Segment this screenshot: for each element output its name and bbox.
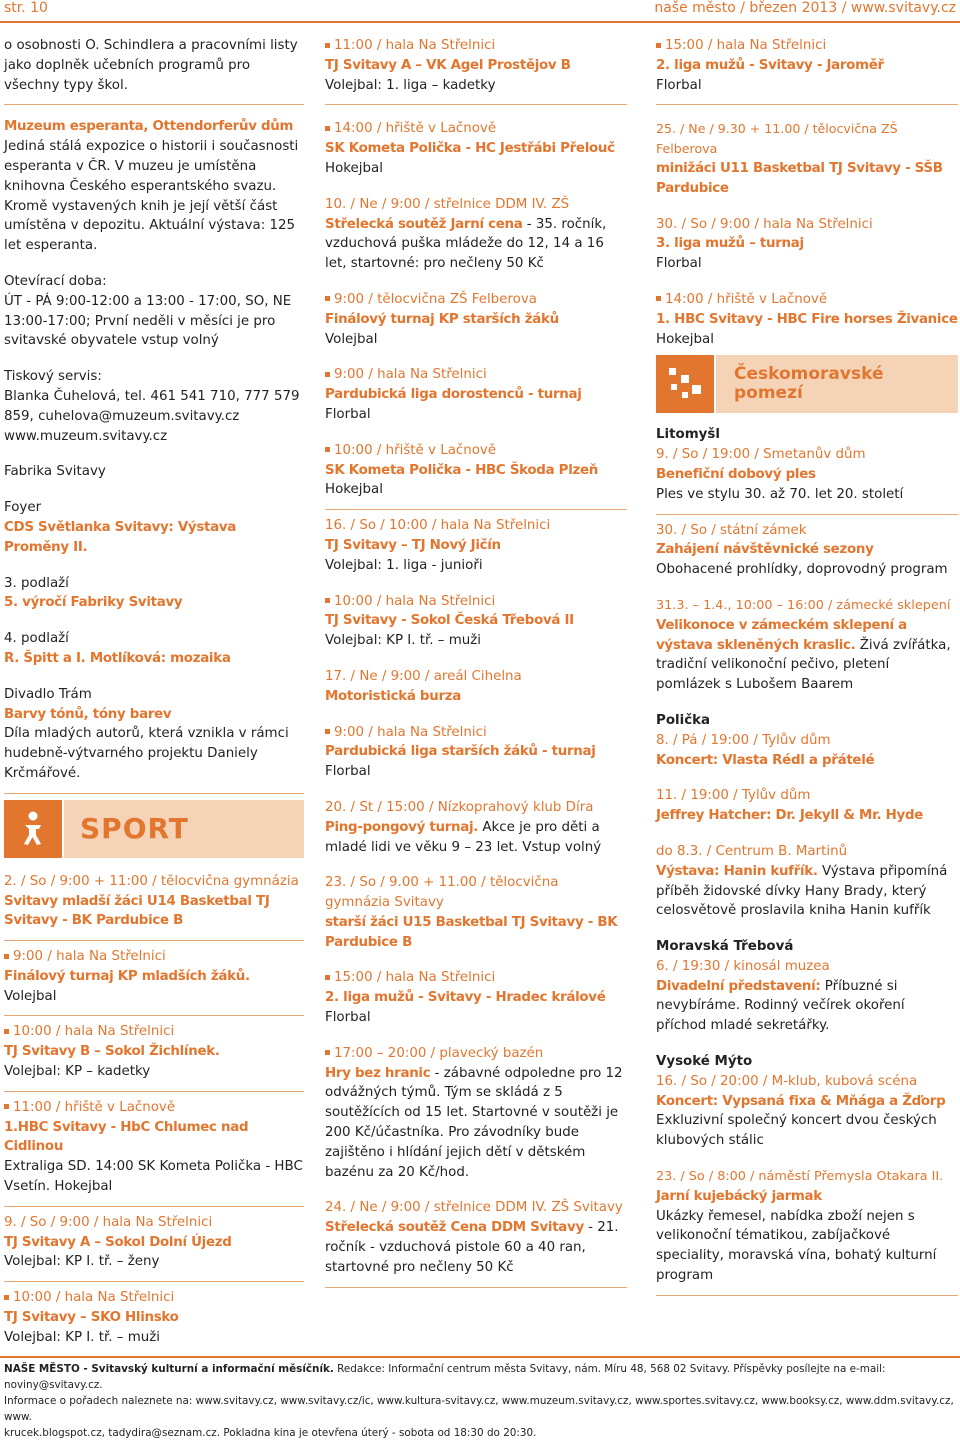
event-title: starší žáci U15 Basketbal TJ Svitavy - BK Pardubice B [325,914,618,950]
event-title: Divadelní představení: [656,978,821,994]
event-time: 15:00 / hala Na Střelnici [656,36,958,56]
city-litomysl: Litomyšl [656,427,720,443]
event-extra: Výstava připomíná příběh židovské dívky Hany Brady, který celosvětově proslavila kniha Hanin kufřík [656,863,948,919]
event-extra: Volejbal: KP I. tř. – muži [4,1329,161,1345]
floor4-label: 4. podlaží [4,631,69,647]
city-vysoke-myto: Vysoké Mýto [656,1054,753,1070]
event-title: Pardubická liga starších žáků - turnaj [325,744,596,760]
column-2 [325,36,627,1288]
event-title: Ping-pongový turnaj. [325,819,479,835]
event-extra: Volejbal: 1. liga – kadetky [325,77,496,93]
event-extra: Exkluzivní společný koncert dvou českých klubových stálic [656,1113,937,1149]
event-title: Svitavy mladší žáci U14 Basketbal TJ Svitavy - BK Pardubice B [4,893,270,929]
city-moravska-trebova: Moravská Třebová [656,939,794,955]
page-header [0,0,960,22]
event-time: 17:00 – 20:00 / plavecký bazén [325,1044,627,1064]
event-title: Hry bez hranic [325,1065,431,1081]
foyer-event: CDS Světlanka Svitavy: Výstava Proměny II. [4,519,237,555]
event-extra: - 35. ročník, vzduchová puška mládeže do 12, 14 a 16 let, startovné: pro nečleny 50 Kč [325,216,607,272]
event-title: 2. liga mužů - Svitavy - Hradec králové [325,990,606,1006]
event-title: TJ Svitavy B – Sokol Žichlínek. [4,1044,220,1060]
event-time: 9:00 / hala Na Střelnici [325,723,627,743]
sport-event-6 [4,1282,304,1356]
event-extra: Volejbal: KP I. tř. – ženy [4,1254,160,1270]
header-rule [0,21,960,23]
intro-text: o osobnosti O. Schindlera a pracovními listy jako doplněk učebních programů pro všechny typy škol. [4,38,298,93]
sport-event-5 [4,1207,304,1282]
event-title: Motoristická burza [325,688,461,704]
event-extra: Obohacené prohlídky, doprovodný program [656,562,948,578]
issue-info: naše město / březen 2013 / www.svitavy.cz [654,0,956,16]
dots-icon [656,355,714,413]
event-time: 11:00 / hala Na Střelnici [325,36,627,56]
event-time: 23. / So / 9.00 + 11.00 / tělocvična gymnázia Svitavy [325,875,559,911]
city-policka: Polička [656,712,711,728]
event-1 [325,36,627,105]
event-title: SK Kometa Polička - HC Jestřábi Přelouč [325,141,615,157]
event-time: 20. / St / 15:00 / Nízkoprahový klub Díra [325,799,594,815]
event-extra: Hokejbal [656,331,714,347]
event-time: 2. / So / 9:00 + 11:00 / tělocvična gymnázia [4,873,299,889]
event-time: 10:00 / hala Na Střelnici [325,592,627,612]
foyer-label: Foyer [4,500,42,516]
event-title: Jarní kujebácký jarmak [656,1188,822,1204]
event-time: 11. / 19:00 / Tylův dům [656,788,811,804]
event-extra: Příbuzné si nevybíráme. Rodinný večírek okoření příchod mladé sekretářky. [656,978,905,1034]
page-number: str. 10 [4,0,48,16]
museum-block [4,105,304,793]
event-extra: Volejbal: KP – kadetky [4,1064,151,1080]
event-time: 9. / So / 19:00 / Smetanův dům [656,447,866,463]
divadlo-event: Barvy tónů, tóny barev [4,706,172,722]
hours-label: Otevírací doba: [4,273,107,289]
event-title: Pardubická liga dorostenců - turnaj [325,387,582,403]
event-time: 30. / So / státní zámek [656,522,807,538]
event-time: 16. / So / 20:00 / M-klub, kubová scéna [656,1073,918,1089]
event-title: 3. liga mužů – turnaj [656,236,804,252]
footer-line-1 [4,1361,956,1393]
event-extra: Živá zvířátka, tradiční velikonoční pečivo, pletení pomlázek s Lubošem Baarem [656,637,951,693]
event-time: 9:00 / hala Na Střelnici [4,947,304,967]
event-extra: Ples ve stylu 30. až 70. let 20. století [656,486,904,502]
event-time: 11:00 / hřiště v Lačnově [4,1098,304,1118]
event-time: 14:00 / hřiště v Lačnově [656,290,958,310]
event-extra: Extraliga SD. 14:00 SK Kometa Polička - HBC Vsetín. Hokejbal [4,1159,303,1195]
event-title: 1. HBC Svitavy - HBC Fire horses Živanice [656,311,958,327]
sport-banner [4,800,304,858]
event-7 [325,510,627,1288]
event-title: TJ Svitavy - Sokol Česká Třebová II [325,613,574,629]
sport-event-1 [4,866,304,941]
footer-line-3: krucek.blogspot.cz, tadydira@seznam.cz. Pokladna kina je otevřena úterý - sobota od 18:30 do 20:30. [4,1427,537,1439]
column-3 [656,36,958,1296]
region-label: Českomoravské pomezí [716,355,958,413]
event-extra: Florbal [325,406,371,422]
event-extra: Volejbal: 1. liga - junioři [325,557,483,573]
event-title: Zahájení návštěvnické sezony [656,542,874,558]
event-title: Finálový turnaj KP starších žáků [325,311,559,327]
event-extra: - zábavné odpoledne pro 12 odvážných týmů. Tým se skládá z 5 soutěžících od 15 let. Startovné v soutěži je 200 Kč/účastníka. Pro závodníky bude zajištěno i hlídání jejich dětí v dětském bazénu za 20 Kč/hod. [325,1065,623,1180]
museum-title: Muzeum esperanta, Ottendorferův dům [4,119,294,135]
event-extra: - 21. ročník - vzduchová pistole 60 a 40 ran, startovné pro nečleny 50 Kč [325,1220,619,1275]
event-title: Jeffrey Hatcher: Dr. Jekyll & Mr. Hyde [656,808,924,824]
event-time: 8. / Pá / 19:00 / Tylův dům [656,732,831,748]
divadlo-label: Divadlo Trám [4,686,92,702]
event-title: minižáci U11 Basketbal TJ Svitavy - SŠB Pardubice [656,160,943,196]
floor3-event: 5. výročí Fabriky Svitavy [4,595,183,611]
intro-block [4,36,304,105]
event-extra: Florbal [325,764,371,780]
event-title: 1.HBC Svitavy - HbC Chlumec nad Cidlinou [4,1119,249,1155]
event-time: 23. / So / 8:00 / náměstí Přemysla Otakara II. [656,1169,944,1185]
event-time: 10:00 / hala Na Střelnici [4,1288,304,1308]
event-time: 9. / So / 9:00 / hala Na Střelnici [4,1214,213,1230]
event-title: TJ Svitavy A – VK Agel Prostějov B [325,57,571,73]
event-title: Střelecká soutěž Cena DDM Svitavy [325,1220,584,1236]
event-extra: Volejbal [325,331,378,347]
event-time: 10:00 / hala Na Střelnici [4,1022,304,1042]
sport-event-2 [4,941,304,1016]
runner-icon [4,800,62,858]
sport-event-4 [4,1092,304,1207]
footer-title: NAŠE MĚSTO - Svitavský kulturní a informační měsíčník. [4,1363,334,1375]
fabrika-label: Fabrika Svitavy [4,464,106,480]
event-time: 30. / So / 9:00 / hala Na Střelnici [656,216,873,232]
event-time: 6. / 19:30 / kinosál muzea [656,958,830,974]
event-title: Střelecká soutěž Jarní cena [325,216,523,232]
event-title: TJ Svitavy – TJ Nový Jičín [325,537,501,553]
event-extra: Hokejbal [325,160,383,176]
event-time: do 8.3. / Centrum B. Martinů [656,843,848,859]
event-time: 14:00 / hřiště v Lačnově [325,119,627,139]
event-time: 17. / Ne / 9:00 / areál Cihelna [325,668,522,684]
event-title: Koncert: Vypsaná fixa & Mňága a Žďorp [656,1093,946,1109]
page-footer [0,1356,960,1441]
event-time: 10:00 / hřiště v Lačnově [325,441,627,461]
event-1 [656,36,958,105]
sport-event-3 [4,1016,304,1091]
footer-text: Redakce: Informační centrum města Svitavy, nám. Míru 48, 568 02 Svitavy. Příspěvky posílejte na e-mail: noviny@svitavy.cz. [4,1363,886,1391]
event-2 [325,105,627,510]
event-time: 24. / Ne / 9:00 / střelnice DDM IV. ZŠ Svitavy [325,1200,623,1216]
press-web[interactable]: www.muzeum.svitavy.cz [4,428,168,444]
event-title: TJ Svitavy – SKO Hlinsko [4,1310,179,1326]
event-extra: Volejbal [4,988,57,1004]
column-1 [4,36,304,1357]
event-title: TJ Svitavy A – Sokol Dolní Újezd [4,1234,232,1250]
event-time: 9:00 / hala Na Střelnici [325,365,627,385]
footer-line-2: Informace o pořadech naleznete na: www.svitavy.cz, www.svitavy.cz/ic, www.kultura-svitavy.cz, www.muzeum.svitavy.cz, www.sportes.svitavy.cz, www.booksy.cz, www.ddm.svitavy.cz, www. [4,1395,954,1423]
event-l2 [656,515,958,1296]
event-2 [656,105,958,514]
press-label: Tiskový servis: [4,369,102,385]
event-time: 31.3. – 1.4., 10:00 – 16:00 / zámecké sklepení [656,597,951,613]
event-title: Koncert: Vlasta Rédl a přátelé [656,752,875,768]
event-extra: Volejbal: KP I. tř. – muži [325,633,482,649]
hours-text: ÚT - PÁ 9:00-12:00 a 13:00 - 17:00, SO, NE 13:00-17:00; První neděli v měsíci je pro svitavské obyvatele vstup volný [4,293,292,349]
event-time: 15:00 / hala Na Střelnici [325,968,627,988]
event-title: Výstava: Hanin kufřík. [656,863,818,879]
press-text: Blanka Čuhelová, tel. 461 541 710, 777 579 859, cuhelova@muzeum.svitavy.cz [4,388,300,424]
sport-label: SPORT [64,800,304,858]
event-title: Benefiční dobový ples [656,466,816,482]
event-extra: Akce je pro děti a mladé lidi ve věku 9 – 23 let. Vstup volný [325,819,602,855]
event-time: 25. / Ne / 9.30 + 11.00 / tělocvična ZŠ Felberova [656,121,898,157]
event-time: 9:00 / tělocvična ZŠ Felberova [325,290,627,310]
floor4-event: R. Špitt a I. Motlíková: mozaika [4,650,231,666]
event-extra: Florbal [325,1010,371,1026]
museum-text: Jediná stálá expozice o historii i současnosti esperanta v ČR. V muzeu je umístěna knihovna Českého esperantského svazu. Kromě vystavených knih je její větší část umístěna v depozitu. Aktuální výstava: 125 let esperanta. [4,139,299,254]
event-extra: Hokejbal [325,482,383,498]
event-title: 2. liga mužů - Svitavy - Jaroměř [656,57,884,73]
divadlo-text: Díla mladých autorů, která vznikla v rámci hudebně-výtvarného projektu Daniely Krčmářové. [4,726,289,781]
floor3-label: 3. podlaží [4,575,69,591]
event-extra: Florbal [656,256,702,272]
event-extra: Florbal [656,77,702,93]
event-extra: Ukázky řemesel, nabídka zboží nejen s velikonoční tématikou, zabíjačkové speciality, moravská vína, bohatý kulturní program [656,1208,937,1284]
event-time: 10. / Ne / 9:00 / střelnice DDM IV. ZŠ [325,196,570,212]
event-title: Velikonoce v zámeckém sklepení a výstava skleněných kraslic. [656,617,907,653]
event-title: Finálový turnaj KP mladších žáků. [4,968,250,984]
region-banner [656,355,958,413]
event-time: 16. / So / 10:00 / hala Na Střelnici [325,518,551,534]
event-title: SK Kometa Polička - HBC Škoda Plzeň [325,462,598,478]
